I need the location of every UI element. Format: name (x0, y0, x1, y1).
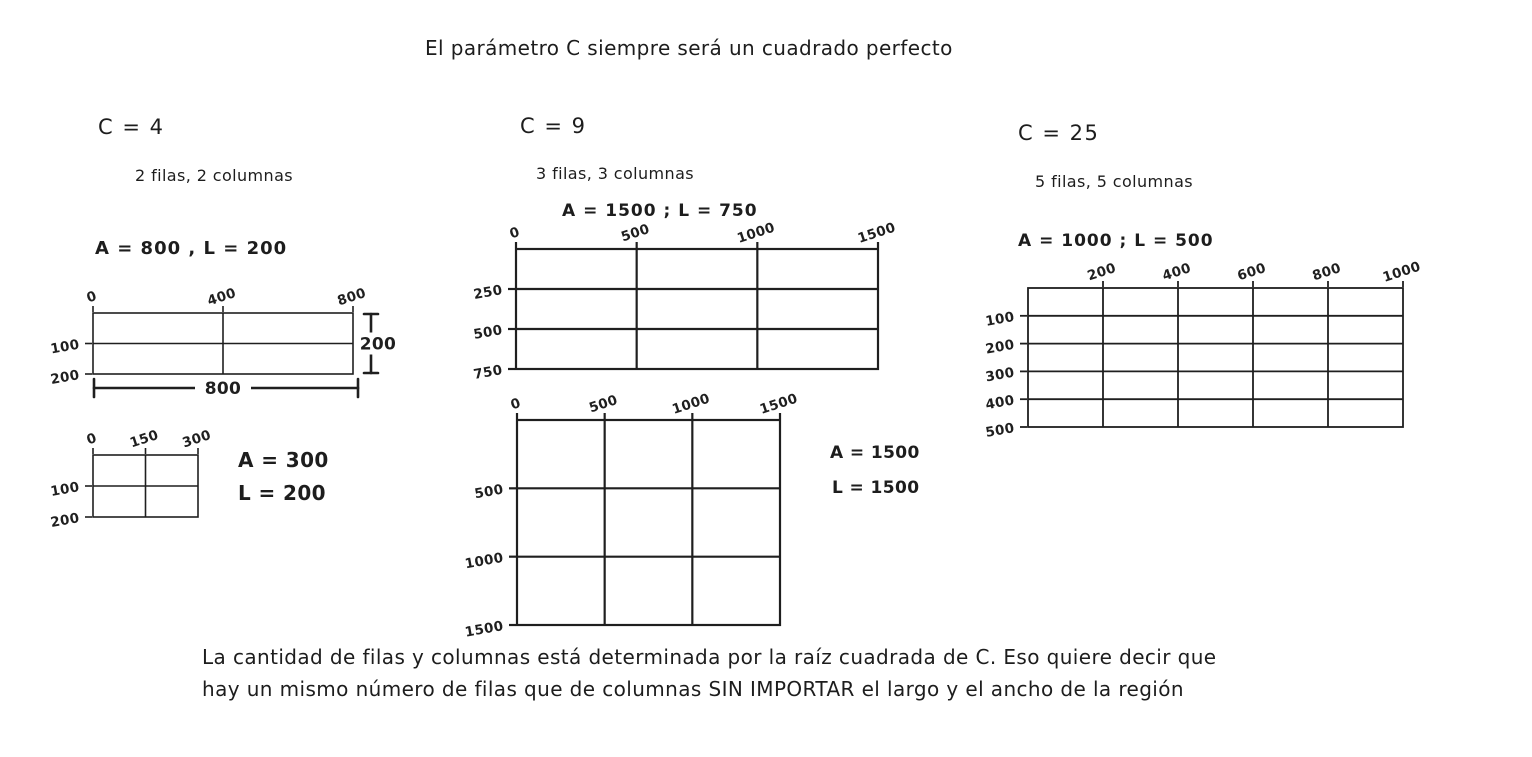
panel-c4-subheading: 2 filas, 2 columnas (135, 166, 294, 185)
svg-text:200: 200 (49, 367, 81, 388)
grid-c4-small-length-label: L = 200 (238, 481, 326, 505)
grid-c9-square-area-label: A = 1500 (830, 443, 920, 463)
svg-text:100: 100 (49, 479, 81, 500)
svg-text:200: 200 (1085, 260, 1119, 285)
panel-c9-heading: C = 9 (520, 114, 587, 138)
svg-text:1500: 1500 (757, 390, 800, 418)
svg-text:200: 200 (49, 510, 81, 531)
grid-c9-square-length-label: L = 1500 (832, 478, 920, 498)
svg-text:800: 800 (204, 379, 242, 399)
grid-c9-square (447, 380, 910, 680)
svg-text:500: 500 (473, 481, 505, 503)
svg-text:0: 0 (84, 430, 99, 449)
svg-text:1500: 1500 (855, 219, 898, 247)
svg-text:600: 600 (1235, 260, 1269, 285)
svg-text:500: 500 (587, 392, 620, 417)
svg-text:300: 300 (984, 364, 1016, 386)
grid-c25 (958, 248, 1532, 482)
svg-text:1000: 1000 (735, 219, 778, 247)
footer-note-line2: hay un mismo número de filas que de columnas SIN IMPORTAR el largo y el ancho de la región (202, 677, 1184, 701)
grid-canvas (23, 273, 483, 429)
svg-text:400: 400 (984, 392, 1016, 414)
svg-text:500: 500 (984, 420, 1016, 441)
svg-text:0: 0 (507, 224, 522, 243)
svg-text:100: 100 (49, 336, 81, 358)
svg-text:200: 200 (359, 334, 397, 355)
svg-text:1000: 1000 (463, 549, 505, 573)
svg-text:150: 150 (127, 427, 161, 452)
panel-c25-params: A = 1000 ; L = 500 (1018, 231, 1214, 251)
panel-c25-heading: C = 25 (1018, 121, 1100, 145)
grid-canvas (958, 248, 1532, 482)
page-title: El parámetro C siempre será un cuadrado perfecto (425, 36, 953, 60)
svg-text:750: 750 (472, 362, 504, 383)
grid-c4-small-area-label: A = 300 (238, 448, 329, 472)
svg-text:0: 0 (84, 288, 99, 307)
footer-note-line1: La cantidad de filas y columnas está determinada por la raíz cuadrada de C. Eso quiere decir que (202, 645, 1217, 669)
svg-text:400: 400 (1160, 260, 1194, 285)
panel-c25-subheading: 5 filas, 5 columnas (1035, 172, 1194, 191)
svg-text:800: 800 (335, 285, 369, 310)
svg-text:200: 200 (984, 336, 1016, 358)
grid-c4-large (23, 273, 483, 429)
svg-text:0: 0 (508, 395, 523, 414)
panel-c9-subheading: 3 filas, 3 columnas (536, 164, 695, 183)
svg-text:100: 100 (984, 308, 1016, 330)
panel-c4-params: A = 800 , L = 200 (95, 238, 288, 259)
panel-c9-params: A = 1500 ; L = 750 (562, 201, 758, 221)
svg-text:300: 300 (180, 427, 214, 452)
svg-text:250: 250 (472, 282, 504, 303)
svg-text:400: 400 (205, 285, 239, 310)
svg-text:800: 800 (1310, 260, 1344, 285)
panel-c4-heading: C = 4 (98, 115, 165, 139)
svg-text:500: 500 (619, 221, 652, 246)
svg-text:500: 500 (472, 322, 504, 343)
grid-canvas (447, 380, 910, 680)
svg-text:1000: 1000 (1380, 258, 1423, 286)
svg-text:1500: 1500 (463, 618, 505, 641)
svg-text:1000: 1000 (670, 390, 713, 418)
